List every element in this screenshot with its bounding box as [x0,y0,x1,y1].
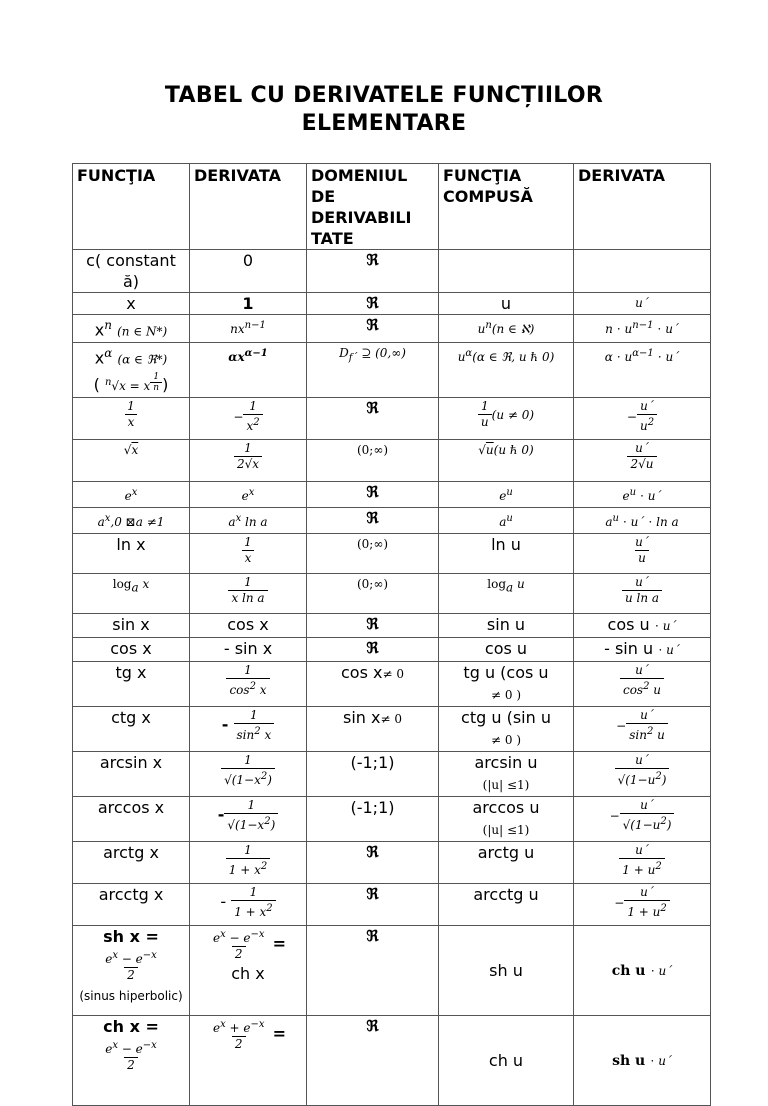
domain-cell: (-1;1) [307,751,439,796]
fc-condition: (|u| ≤1) [482,777,530,792]
domain-cell: ℜ [307,481,439,507]
deriv-sign: − [233,409,244,424]
fn-condition: ,0 ⊠a ≠1 [110,514,165,529]
composite-derivative-cell: $\frac{u´}{1 + u^2}$ [574,841,711,883]
composite-cell: u [439,293,574,315]
domain-cell: ℜ [307,293,439,315]
dc-sign: − [616,718,627,733]
function-cell: sh x = $\frac{e^x - e^{-x}}{2}$ (sinus hiperbolic) [73,925,190,1015]
fc-main: u [457,350,466,365]
derivative-cell: - $\frac{1}{√(1-x^2)}$ [190,796,307,841]
composite-derivative-cell: ch u ⋅ u´ [574,925,711,1015]
fc-condition: (|u| ≤1) [482,822,530,837]
domain-cell: ℜ [307,315,439,343]
deriv-sign: - [217,804,225,824]
header-domain: DOMENIUL DE DERIVABILI TATE [307,164,439,250]
fc-main: arccos u [472,797,540,817]
table-row [73,343,711,397]
composite-cell: sh u [439,925,574,1015]
deriv-eq: = [272,933,287,953]
derivative-cell: $nx^{n-1}$ [190,315,307,343]
composite-cell: cos u [439,637,574,661]
derivative-cell: $\frac{1}{1 + x^2}$ [190,841,307,883]
composite-derivative-cell: $n \cdot u^{n-1}$ ⋅ u´ [574,315,711,343]
composite-cell [439,250,574,293]
table-row [73,925,711,1015]
composite-derivative-cell: $\frac{u´}{2√u}$ [574,439,711,481]
composite-derivative-cell: $\frac{u´}{\cos^2 u}$ [574,661,711,706]
composite-derivative-cell: − $\frac{u´}{\sin^2 u}$ [574,706,711,751]
domain-cell: ℜ [307,1015,439,1105]
domain-cell [307,343,439,397]
derivative-cell: $\frac{1}{x}$ [190,533,307,573]
domain-cond: ≠ 0 [380,711,402,726]
fn-main: sh x = [103,926,159,946]
table-row [73,250,711,293]
derivative-cell: $\frac{1}{\cos^2 x}$ [190,661,307,706]
dc-sign: − [609,808,620,823]
dc-main: sh u [612,1052,646,1069]
domain-cell: (0;∞) [307,439,439,481]
composite-cell: $u^n(n$ ∈ ℵ) [439,315,574,343]
deriv-tail: ch x [231,963,265,983]
fc-condition: ≠ 0 ) [491,732,521,747]
composite-cell [439,706,574,751]
fc-condition: (u ћ 0) [493,442,534,457]
domain-cell: ℜ [307,613,439,637]
fc-log: log [487,576,507,591]
deriv-eq: = [272,1023,287,1043]
domain-cell: ℜ [307,397,439,439]
dc-main: - sin u [604,638,654,658]
deriv-main: nx [230,322,245,336]
derivative-cell: 1 [190,293,307,315]
fn-log: log [112,576,132,591]
derivative-cell: $a^x$ ln a [190,507,307,533]
composite-cell: arcctg u [439,883,574,925]
domain-cell [307,706,439,751]
fc-condition: ≠ 0 ) [491,687,521,702]
function-cell: $x^n$ (n ∈ N*) [73,315,190,343]
function-cell: $x^\alpha$ (α ∈ ℜ*) ( $^n$√x = x $^{\frac{1}{n}}$ ) [73,343,190,397]
table-row [73,397,711,439]
fn-condition: (α ∈ ℜ*) [117,352,168,367]
deriv-sign: - [221,714,229,734]
fc-condition: (n ∈ ℵ) [491,322,535,336]
dc-sign: − [626,409,637,424]
domain-cell: ℜ [307,507,439,533]
composite-cell: $u^\alpha(\alpha$ ∈ ℜ, u ћ 0) [439,343,574,397]
composite-derivative-cell: sh u ⋅ u´ [574,1015,711,1105]
function-cell: $a^x,0$ ⊠a ≠1 [73,507,190,533]
dc-main: cos u [607,614,650,634]
domain-rest: ⊇ (0,∞) [357,346,406,361]
fc-condition: (α ∈ ℜ, u ћ 0) [472,350,555,365]
table-row [73,481,711,507]
derivative-cell: − $\frac{1}{x^2}$ [190,397,307,439]
composite-derivative-cell: $\frac{u´}{√(1-u^2)}$ [574,751,711,796]
composite-cell: $\frac{1}{u}$ (u ≠ 0) [439,397,574,439]
table-row [73,573,711,613]
domain-cell: ℜ [307,637,439,661]
fn-condition: (n ∈ N*) [117,324,168,339]
function-cell: √x [73,439,190,481]
function-cell: ctg x [73,706,190,751]
domain-cond: ≠ 0 [382,666,404,681]
derivative-cell: $\frac{e^x - e^{-x}}{2}$ = ch x [190,925,307,1015]
table-row [73,1015,711,1105]
fc-main: tg u (cos u [463,662,549,682]
fn-note: (sinus hiperbolic) [79,988,183,1003]
composite-derivative-cell: - sin u ⋅ u´ [574,637,711,661]
derivatives-table [72,163,711,1106]
function-cell: arcctg x [73,883,190,925]
composite-derivative-cell: − $\frac{u´}{u^2}$ [574,397,711,439]
function-cell: cos x [73,637,190,661]
composite-derivative-cell: $a^u$ ⋅ u´ ⋅ ln a [574,507,711,533]
domain-cell: (-1;1) [307,796,439,841]
function-cell: arctg x [73,841,190,883]
deriv-main: αx [228,350,245,365]
derivative-cell: - sin x [190,637,307,661]
function-cell: sin x [73,613,190,637]
fc-main: ctg u (sin u [461,707,551,727]
composite-cell: sin u [439,613,574,637]
title-line-2: ELEMENTARE [301,111,467,136]
dc-main: α ⋅ u [604,350,633,365]
domain-sub: f´ [348,352,358,364]
domain-cell: ℜ [307,925,439,1015]
composite-derivative-cell: cos u ⋅ u´ [574,613,711,637]
composite-cell: ln u [439,533,574,573]
table-row [73,661,711,706]
derivative-cell: $\frac{e^x + e^{-x}}{2}$ = [190,1015,307,1105]
function-cell: tg x [73,661,190,706]
composite-cell: $a^u$ [439,507,574,533]
fn-main: ch x = [103,1016,159,1036]
domain-cell: ℜ [307,841,439,883]
domain-cell: ℜ [307,883,439,925]
dc-main: n ⋅ u [605,322,633,336]
composite-cell: √u(u ћ 0) [439,439,574,481]
function-cell: ln x [73,533,190,573]
table-row [73,883,711,925]
domain-cell: ℜ [307,250,439,293]
derivative-cell: cos x [190,613,307,637]
composite-cell [439,661,574,706]
composite-cell [439,751,574,796]
derivative-cell: 0 [190,250,307,293]
fc-main: arcsin u [474,752,538,772]
derivative-cell: $\frac{1}{\text{x ln a}}$ [190,573,307,613]
composite-derivative-cell: − $\frac{u´}{1 + u^2}$ [574,883,711,925]
function-cell: $e^x$ [73,481,190,507]
table-row [73,439,711,481]
table-row [73,315,711,343]
domain-cell [307,661,439,706]
derivative-cell: $\alpha x^{\alpha-1}$ [190,343,307,397]
derivative-cell: - $\frac{1}{1 + x^2}$ [190,883,307,925]
header-function: FUNCŢIA [73,164,190,250]
deriv-sign: - [220,891,227,911]
table-row [73,637,711,661]
function-cell: c( constant ă) [73,250,190,293]
table-row [73,533,711,573]
table-row [73,841,711,883]
header-derivative: DERIVATA [190,164,307,250]
composite-derivative-cell: $\frac{u´}{\text{u ln a}}$ [574,573,711,613]
table-row [73,796,711,841]
function-cell: $\frac{1}{x}$ [73,397,190,439]
composite-derivative-cell: $e^u$ ⋅ u´ [574,481,711,507]
fn-base: x [94,320,105,340]
domain-main: D [339,346,349,361]
composite-derivative-cell: $\alpha \cdot u^{\alpha-1}$ ⋅ u´ [574,343,711,397]
composite-derivative-cell: u´ [574,293,711,315]
header-composite-derivative: DERIVATA [574,164,711,250]
dc-sign: − [614,895,625,910]
derivative-cell: $\frac{1}{2√x}$ [190,439,307,481]
domain-main: sin x [343,707,381,727]
title-line-1: TABEL CU DERIVATELE FUNCȚIILOR [164,83,604,108]
function-cell: x [73,293,190,315]
table-header-row [73,164,711,250]
table-row [73,293,711,315]
fc-condition: (u ≠ 0) [491,407,535,422]
composite-cell: ch u [439,1015,574,1105]
composite-cell: $\log_a u$ [439,573,574,613]
function-cell: $\log_a x$ [73,573,190,613]
composite-cell [439,796,574,841]
dc-main: ch u [611,962,646,979]
function-cell: arcsin x [73,751,190,796]
function-cell: ch x = $\frac{e^x - e^{-x}}{2}$ [73,1015,190,1105]
table-row [73,751,711,796]
derivative-cell: $e^x$ [190,481,307,507]
composite-cell: arctg u [439,841,574,883]
composite-derivative-cell: $\frac{u´}{u}$ [574,533,711,573]
composite-derivative-cell [574,250,711,293]
composite-cell: $e^u$ [439,481,574,507]
domain-cell: (0;∞) [307,573,439,613]
function-cell: arccos x [73,796,190,841]
fc-main: u [477,322,486,336]
page-title [0,82,768,138]
table-row [73,706,711,751]
table-row [73,613,711,637]
table-row [73,507,711,533]
composite-derivative-cell: − $\frac{u´}{√(1-u^2)}$ [574,796,711,841]
fn-base: x [94,348,105,368]
derivative-cell: $\frac{1}{√(1-x^2)}$ [190,751,307,796]
header-composite: FUNCŢIA COMPUSĂ [439,164,574,250]
domain-main: cos x [341,662,383,682]
domain-cell: (0;∞) [307,533,439,573]
derivative-cell: - $\frac{1}{\sin^2 x}$ [190,706,307,751]
